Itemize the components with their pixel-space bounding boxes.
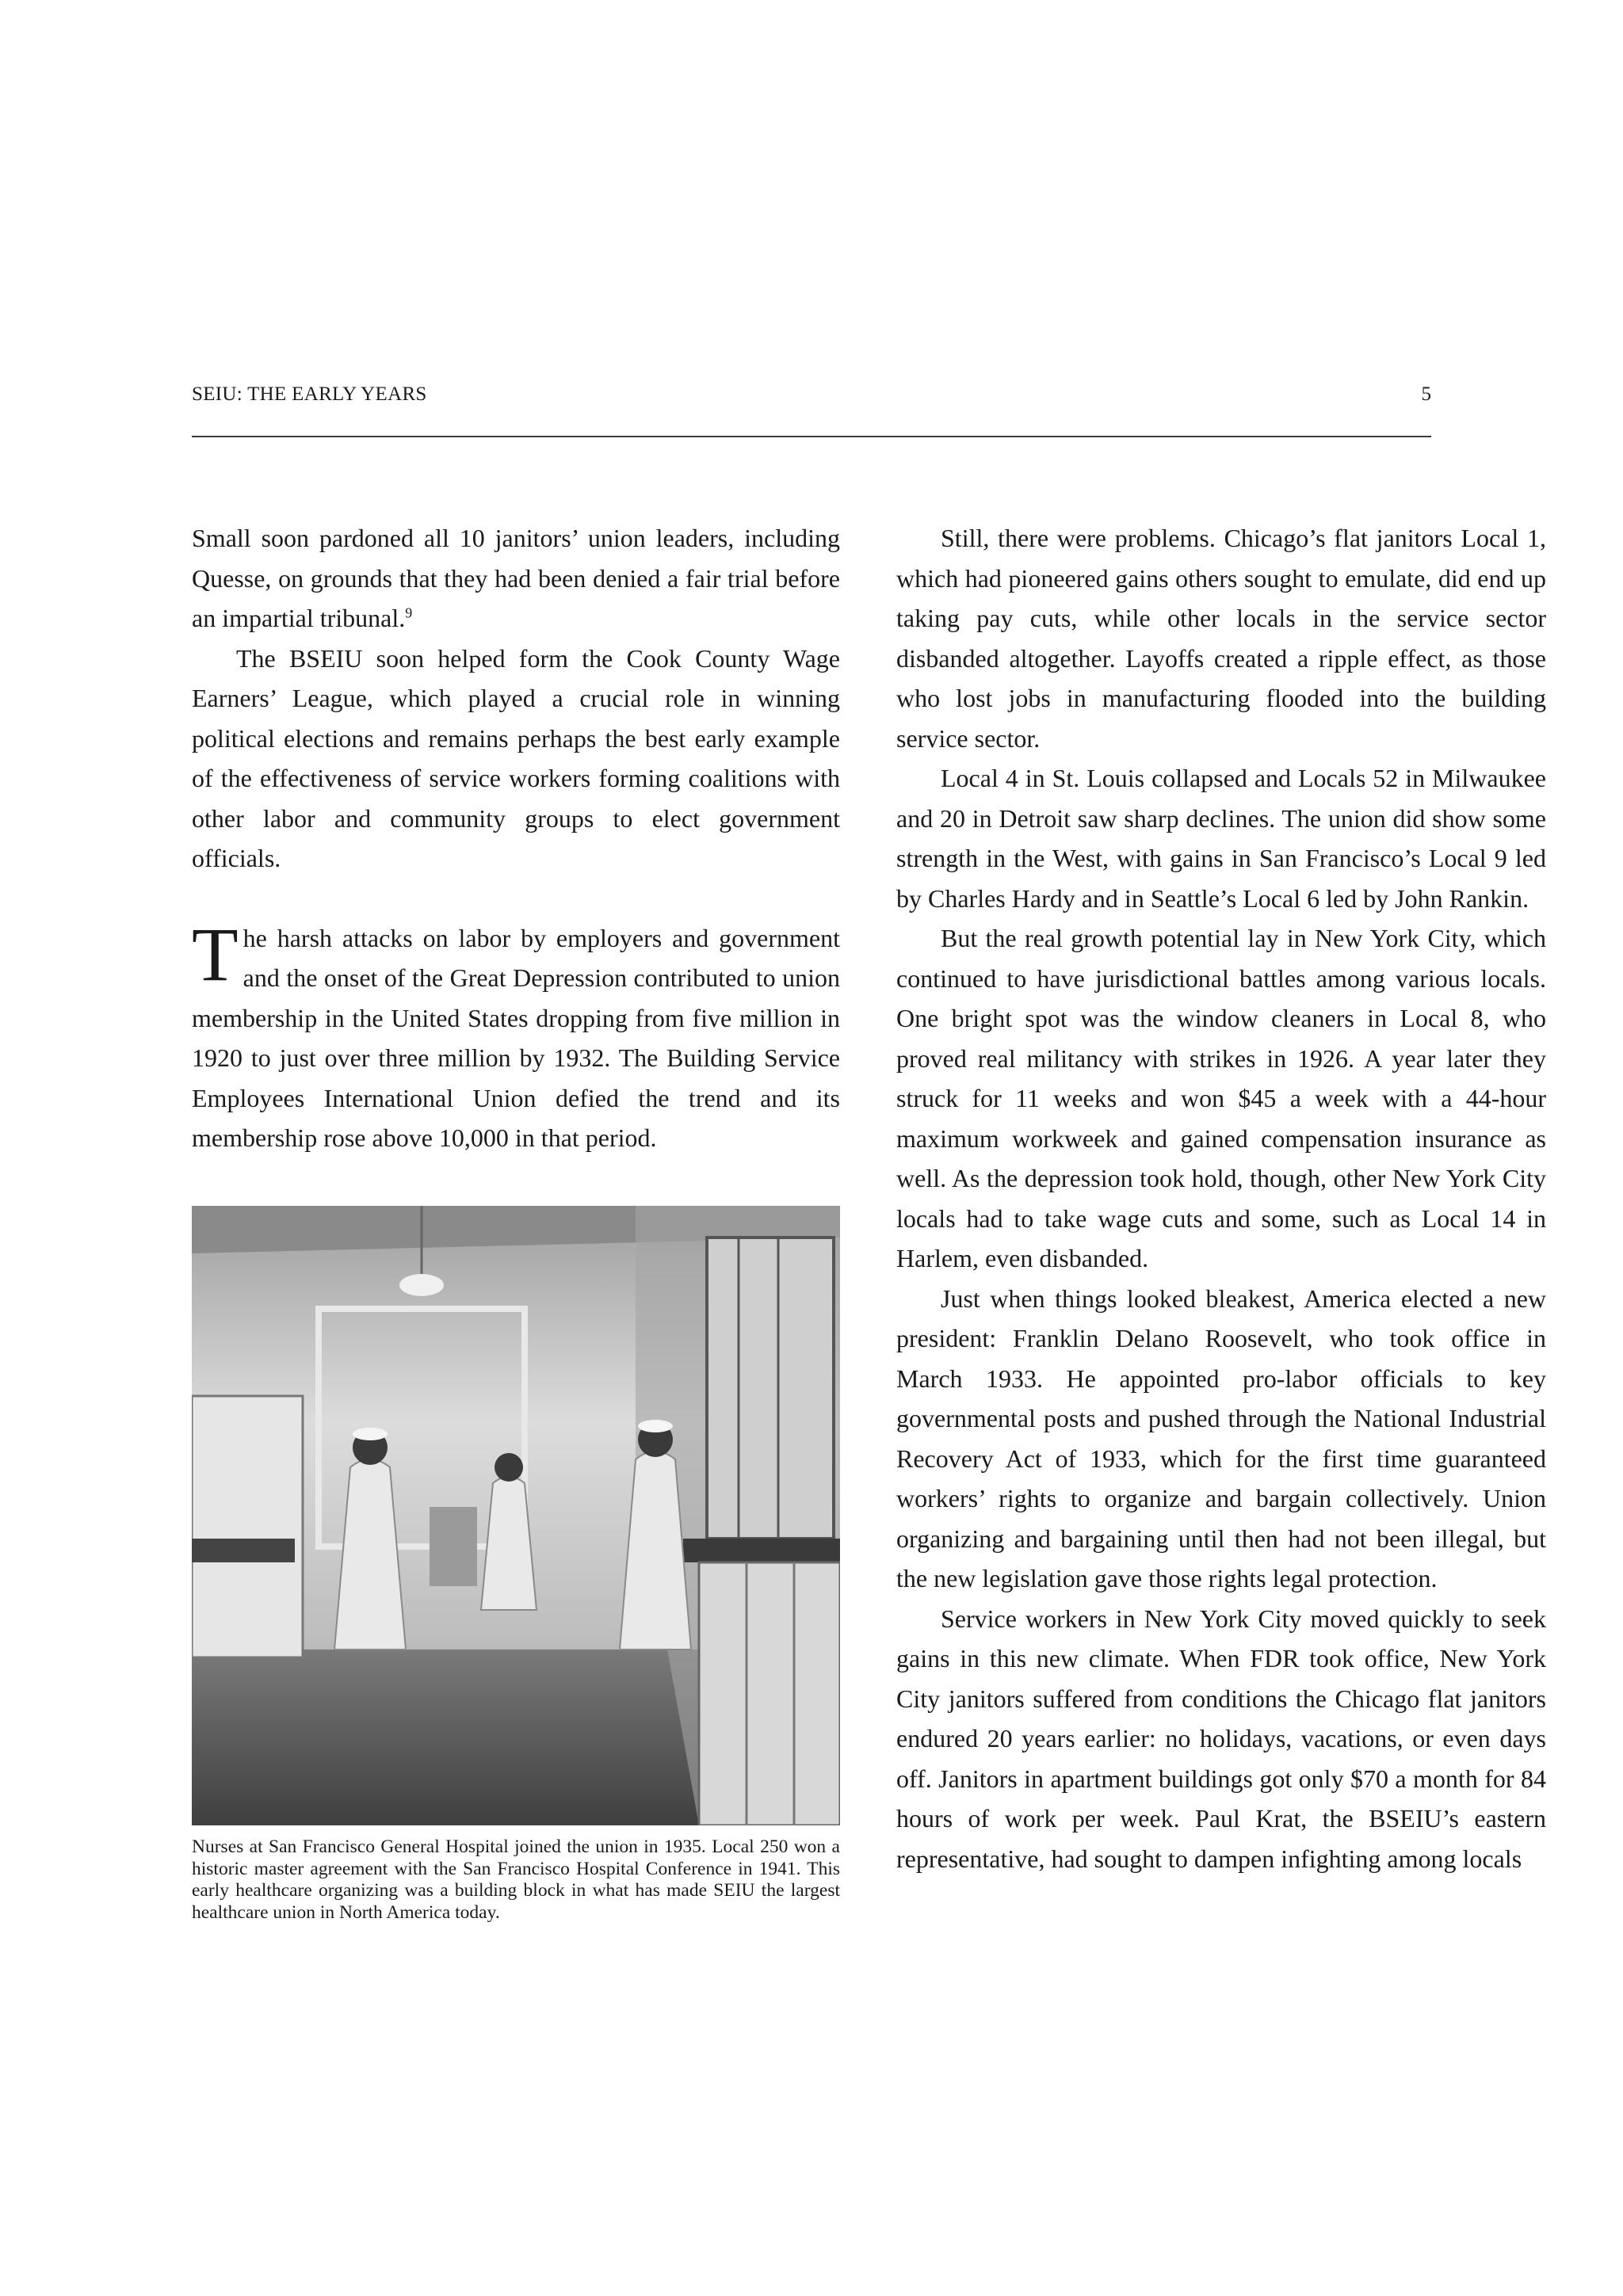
left-paragraph-1: [192, 518, 840, 639]
left-paragraph-3-text: he harsh attacks on labor by employers and government and the onset of the Great Depression contributed to union membership in the United States dropping from five million in 1920 to just over three million by 1932. The Building Service Employees International Union defied the trend and its membership rose above 10,000 in that period.: [192, 923, 840, 1152]
left-column: [192, 518, 840, 1158]
right-paragraph-1: Still, there were problems. Chicago’s flat janitors Local 1, which had pioneered gains others sought to emulate, did end up taking pay cuts, while other locals in the service sector disbanded altogether. Layoffs created a ripple effect, as those who lost jobs in manufacturing flooded into the building service sector.: [896, 524, 1546, 753]
photo-caption: Nurses at San Francisco General Hospital joined the union in 1935. Local 250 won a historic master agreement with the San Francisco Hospital Conference in 1941. This early healthcare organizing was a building block in what has made SEIU the largest healthcare union in North America today.: [192, 1836, 840, 1923]
right-paragraph-2: Local 4 in St. Louis collapsed and Locals 52 in Milwaukee and 20 in Detroit saw sharp declines. The union did show some strength in the West, with gains in San Francisco’s Local 9 led by Charles Hardy and in Seattle’s Local 6 led by John Rankin.: [896, 764, 1546, 913]
nurses-photo: [192, 1206, 840, 1825]
left-paragraph-3: [192, 911, 840, 1158]
left-paragraph-2: The BSEIU soon helped form the Cook County Wage Earners’ League, which played a crucial role in winning political elections and remains perhaps the best early example of the effectiveness of service workers forming coalitions with other labor and community groups to elect government officials.: [192, 643, 840, 872]
right-paragraph-4: Just when things looked bleakest, America elected a new president: Franklin Delano Roosevelt, who took office in March 1933. He appointed pro-labor officials to key governmental posts and pushed through the National Industrial Recovery Act of 1933, which for the first time guaranteed workers’ rights to organize and bargain collectively. Union organizing and bargaining until then had not been illegal, but the new legislation gave those rights legal protection.: [896, 1283, 1546, 1592]
left-paragraph-1-text: Small soon pardoned all 10 janitors’ union leaders, including Quesse, on grounds that they had been denied a fair trial before an impartial tribunal.: [192, 524, 840, 632]
running-head-title: SEIU: THE EARLY YEARS: [192, 383, 427, 405]
footnote-marker: 9: [405, 605, 413, 621]
right-paragraph-3: But the real growth potential lay in New York City, which continued to have jurisdictional battles among various locals. One bright spot was the window cleaners in Local 8, who proved real militancy with strikes in 1926. A year later they struck for 11 weeks and won $45 a week with a 44-hour maximum workweek and gained compensation insurance as well. As the depression took hold, though, other New York City locals had to take wage cuts and some, such as Local 14 in Harlem, even disbanded.: [896, 924, 1546, 1272]
right-paragraph-5: Service workers in New York City moved quickly to seek gains in this new climate. When FDR took office, New York City janitors suffered from conditions the Chicago flat janitors endured 20 years earlier: no holidays, vacations, or even days off. Janitors in apartment buildings got only $70 a month for 84 hours of work per week. Paul Krat, the BSEIU’s eastern representative, had sought to dampen infighting among locals: [896, 1604, 1546, 1873]
page-number: 5: [1421, 383, 1431, 405]
right-column: [896, 518, 1546, 1878]
drop-cap: T: [192, 911, 239, 997]
running-head: [192, 380, 1431, 437]
